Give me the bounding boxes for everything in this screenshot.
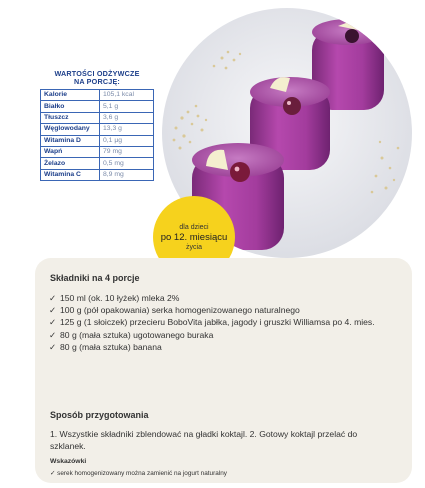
ingredient-item xyxy=(49,304,404,316)
nutrient-value: 3,6 g xyxy=(100,112,154,123)
nutrient-value: 13,3 g xyxy=(100,124,154,135)
ingredients-title: Składniki na 4 porcje xyxy=(50,273,140,283)
ingredient-text: 80 g (mała sztuka) ugotowanego buraka xyxy=(60,329,214,340)
nutrient-value: 105,1 kcal xyxy=(100,90,154,101)
nutrition-row xyxy=(41,124,154,135)
nutrition-row xyxy=(41,101,154,112)
nutrient-label: Białko xyxy=(41,101,100,112)
nutrient-label: Witamina C xyxy=(41,169,100,180)
nutrient-value: 79 mg xyxy=(100,146,154,157)
nutrition-row xyxy=(41,146,154,157)
nutrition-row xyxy=(41,112,154,123)
nutrient-label: Kalorie xyxy=(41,90,100,101)
nutrition-row xyxy=(41,169,154,180)
ingredients-list xyxy=(49,292,404,353)
tip-text: serek homogenizowany można zamienić na jogurt naturalny xyxy=(57,470,227,477)
nutrition-title-line1: WARTOŚCI ODŻYWCZE xyxy=(54,69,140,78)
checkmark-icon: ✓ xyxy=(49,317,57,328)
nutrition-row xyxy=(41,135,154,146)
nutrition-table xyxy=(40,70,154,181)
checkmark-icon: ✓ xyxy=(50,470,58,477)
nutrition-row xyxy=(41,90,154,101)
ingredient-item xyxy=(49,329,404,341)
ingredient-text: 100 g (pół opakowania) serka homogenizowanego naturalnego xyxy=(60,305,300,316)
nutrition-row xyxy=(41,158,154,169)
tip-item xyxy=(50,469,227,477)
preparation-text: 1. Wszystkie składniki zblendować na gładki koktajl. 2. Gotowy koktajl przelać do szklanek. xyxy=(50,429,358,452)
nutrient-value: 8,9 mg xyxy=(100,169,154,180)
nutrient-label: Węglowodany xyxy=(41,124,100,135)
nutrient-label: Wapń xyxy=(41,146,100,157)
nutrition-rows xyxy=(40,89,154,181)
badge-line1: dla dzieci xyxy=(179,223,209,231)
preparation-title: Sposób przygotowania xyxy=(50,410,149,420)
ingredient-text: 150 ml (ok. 10 łyżek) mleka 2% xyxy=(60,293,180,303)
badge-line2: po 12. miesiącu xyxy=(160,231,228,243)
tips-title: Wskazówki xyxy=(50,458,87,465)
nutrient-value: 5,1 g xyxy=(100,101,154,112)
nutrient-label: Tłuszcz xyxy=(41,112,100,123)
ingredient-item xyxy=(49,292,404,304)
nutrient-value: 0,1 μg xyxy=(100,135,154,146)
checkmark-icon: ✓ xyxy=(49,305,57,316)
ingredient-text: 80 g (mała sztuka) banana xyxy=(60,341,162,352)
nutrient-value: 0,5 mg xyxy=(100,158,154,169)
recipe-panel xyxy=(35,258,412,483)
nutrition-title-line2: NA PORCJĘ: xyxy=(73,77,121,86)
checkmark-icon: ✓ xyxy=(49,329,57,340)
nutrient-label: Witamina D xyxy=(41,135,100,146)
ingredient-item xyxy=(49,316,404,328)
badge-line3: życia xyxy=(186,243,202,251)
ingredient-item xyxy=(49,341,404,353)
checkmark-icon: ✓ xyxy=(49,341,57,352)
ingredient-text: 125 g (1 słoiczek) przecieru BoboVita jabłka, jagody i gruszki Williamsa po 4. mies. xyxy=(60,317,375,328)
checkmark-icon: ✓ xyxy=(49,293,57,303)
nutrition-title xyxy=(40,70,154,86)
nutrient-label: Żelazo xyxy=(41,158,100,169)
